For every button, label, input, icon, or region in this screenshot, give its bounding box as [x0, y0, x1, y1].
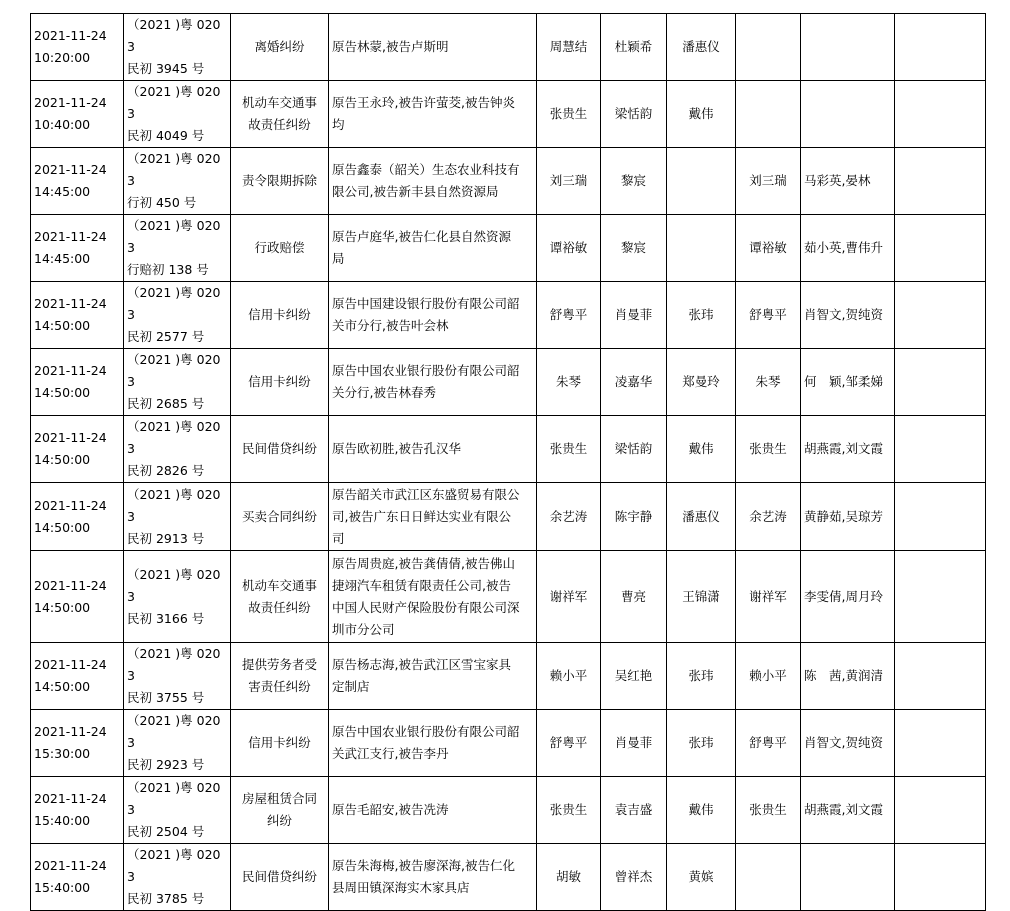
case-number: （2021 )粤 0203 民初 3785 号: [127, 847, 221, 906]
case-number-cell: [124, 215, 231, 282]
hearing-time: 2021-11-24 15:40:00: [34, 791, 107, 828]
case-parties-cell: [329, 282, 537, 349]
collegial-chief: 朱琴: [755, 374, 781, 389]
case-parties-cell: [329, 215, 537, 282]
case-cause: 责令限期拆除: [241, 173, 317, 188]
hearing-time-cell: [31, 844, 124, 911]
case-parties: 原告杨志海,被告武江区雪宝家具 定制店: [332, 657, 511, 694]
people-jurors-cell: [801, 483, 895, 551]
people-jurors: 马彩英,晏林: [804, 173, 871, 188]
collegial-chief-cell: [736, 777, 801, 844]
collegial-chief: 余艺涛: [749, 508, 787, 524]
court-clerk-cell: [667, 215, 736, 282]
hearing-time: 2021-11-24 14:50:00: [34, 430, 107, 467]
court-clerk-cell: [667, 282, 736, 349]
assistant-judge-cell: [601, 416, 667, 483]
case-cause: 离婚纠纷: [254, 39, 305, 54]
presiding-judge-cell: [537, 14, 601, 81]
hearing-time-cell: [31, 416, 124, 483]
hearing-time-cell: [31, 14, 124, 81]
hearing-time-cell: [31, 483, 124, 551]
blank-cell-cell: [895, 643, 986, 710]
blank-cell-cell: [895, 215, 986, 282]
presiding-judge-cell: [537, 643, 601, 710]
collegial-chief: 舒粤平: [749, 307, 787, 322]
hearing-time-cell: [31, 551, 124, 643]
collegial-chief-cell: [736, 81, 801, 148]
case-number-cell: [124, 710, 231, 777]
hearing-time-cell: [31, 777, 124, 844]
case-cause-cell: [231, 551, 329, 643]
presiding-judge-cell: [537, 148, 601, 215]
court-clerk: 潘惠仪: [682, 39, 720, 54]
court-clerk-cell: [667, 710, 736, 777]
case-parties: 原告毛韶安,被告冼涛: [332, 802, 449, 817]
hearing-time-cell: [31, 81, 124, 148]
table-row: [31, 148, 986, 215]
court-clerk: 潘惠仪: [682, 508, 720, 524]
assistant-judge-cell: [601, 643, 667, 710]
table-row: [31, 643, 986, 710]
case-parties: 原告鑫泰（韶关）生态农业科技有 限公司,被告新丰县自然资源局: [332, 162, 520, 199]
assistant-judge: 陈宇静: [614, 508, 653, 524]
people-jurors: 肖智文,贺纯资: [804, 307, 883, 322]
case-cause-cell: [231, 844, 329, 911]
collegial-chief-cell: [736, 483, 801, 551]
table-row: [31, 14, 986, 81]
blank-cell-cell: [895, 777, 986, 844]
collegial-chief-cell: [736, 14, 801, 81]
case-parties: 原告中国农业银行股份有限公司韶 关分行,被告林春秀: [332, 363, 520, 400]
assistant-judge: 梁恬韵: [614, 106, 653, 121]
assistant-judge-cell: [601, 777, 667, 844]
collegial-chief-cell: [736, 710, 801, 777]
assistant-judge: 肖曼菲: [614, 307, 653, 322]
people-jurors-cell: [801, 349, 895, 416]
court-clerk-cell: [667, 844, 736, 911]
case-cause-cell: [231, 710, 329, 777]
collegial-chief: 张贵生: [749, 441, 787, 456]
hearing-time: 2021-11-24 14:45:00: [34, 162, 107, 199]
case-number: （2021 )粤 0203 民初 2577 号: [127, 285, 221, 344]
presiding-judge-cell: [537, 551, 601, 643]
table-row: [31, 282, 986, 349]
presiding-judge: 胡敏: [555, 869, 581, 884]
assistant-judge-cell: [601, 349, 667, 416]
case-cause-cell: [231, 777, 329, 844]
case-cause: 信用卡纠纷: [248, 307, 311, 322]
assistant-judge: 肖曼菲: [614, 735, 653, 750]
case-parties: 原告欧初胜,被告孔汉华: [332, 441, 461, 456]
court-clerk-cell: [667, 551, 736, 643]
collegial-chief-cell: [736, 349, 801, 416]
presiding-judge: 张贵生: [549, 802, 588, 817]
collegial-chief: 张贵生: [749, 802, 787, 817]
people-jurors: 胡燕霞,刘文霞: [804, 441, 883, 456]
blank-cell-cell: [895, 416, 986, 483]
hearing-time-cell: [31, 349, 124, 416]
people-jurors: 肖智文,贺纯资: [804, 735, 883, 750]
case-parties-cell: [329, 349, 537, 416]
court-clerk: 黄嫔: [688, 869, 714, 884]
people-jurors-cell: [801, 777, 895, 844]
case-number: （2021 )粤 0203 民初 3166 号: [127, 566, 221, 626]
assistant-judge-cell: [601, 282, 667, 349]
case-cause-cell: [231, 81, 329, 148]
case-cause: 提供劳务者受 害责任纠纷: [241, 657, 317, 694]
assistant-judge: 杜颖希: [614, 39, 653, 54]
case-number: （2021 )粤 0203 民初 2913 号: [127, 486, 221, 546]
people-jurors-cell: [801, 282, 895, 349]
case-parties-cell: [329, 483, 537, 551]
blank-cell-cell: [895, 148, 986, 215]
case-parties-cell: [329, 643, 537, 710]
collegial-chief-cell: [736, 844, 801, 911]
table-row: [31, 710, 986, 777]
presiding-judge-cell: [537, 777, 601, 844]
presiding-judge-cell: [537, 483, 601, 551]
hearing-time: 2021-11-24 14:50:00: [34, 657, 107, 694]
people-jurors-cell: [801, 416, 895, 483]
hearing-schedule-table: [30, 13, 986, 911]
case-number: （2021 )粤 0203 民初 2826 号: [127, 419, 221, 478]
court-clerk: 张玮: [688, 307, 714, 322]
assistant-judge: 吴红艳: [614, 668, 653, 683]
assistant-judge-cell: [601, 844, 667, 911]
presiding-judge: 朱琴: [555, 374, 581, 389]
hearing-time: 2021-11-24 10:20:00: [34, 28, 107, 65]
presiding-judge: 周慧结: [549, 39, 588, 54]
case-cause-cell: [231, 643, 329, 710]
people-jurors: 何 颖,邹柔娣: [804, 374, 883, 389]
case-number-cell: [124, 14, 231, 81]
case-parties: 原告王永玲,被告许萤茭,被告钟炎 均: [332, 95, 515, 132]
presiding-judge-cell: [537, 81, 601, 148]
collegial-chief: 赖小平: [749, 668, 787, 683]
assistant-judge: 曾祥杰: [614, 869, 653, 884]
blank-cell-cell: [895, 282, 986, 349]
assistant-judge-cell: [601, 551, 667, 643]
people-jurors: 李雯倩,周月玲: [804, 588, 883, 604]
court-clerk: 王锦潇: [682, 588, 720, 604]
case-number-cell: [124, 643, 231, 710]
case-cause: 房屋租赁合同 纠纷: [241, 791, 317, 828]
case-cause: 机动车交通事 故责任纠纷: [241, 95, 317, 132]
case-number-cell: [124, 416, 231, 483]
court-clerk-cell: [667, 81, 736, 148]
collegial-chief-cell: [736, 416, 801, 483]
case-parties-cell: [329, 14, 537, 81]
table-row: [31, 551, 986, 643]
case-cause: 民间借贷纠纷: [241, 441, 317, 456]
court-clerk: 张玮: [688, 735, 714, 750]
case-parties-cell: [329, 81, 537, 148]
people-jurors-cell: [801, 844, 895, 911]
case-number: （2021 )粤 0203 民初 2923 号: [127, 713, 221, 772]
case-cause-cell: [231, 148, 329, 215]
assistant-judge: 梁恬韵: [614, 441, 653, 456]
case-cause-cell: [231, 215, 329, 282]
presiding-judge: 谭裕敏: [549, 240, 588, 255]
hearing-time: 2021-11-24 15:30:00: [34, 724, 107, 761]
presiding-judge: 赖小平: [549, 668, 588, 683]
assistant-judge: 黎宸: [620, 173, 646, 188]
presiding-judge: 余艺涛: [549, 508, 588, 524]
table-row: [31, 81, 986, 148]
presiding-judge: 张贵生: [549, 441, 588, 456]
table-body: [31, 14, 986, 911]
court-clerk-cell: [667, 777, 736, 844]
court-clerk: 戴伟: [688, 106, 714, 121]
case-parties-cell: [329, 416, 537, 483]
case-number: （2021 )粤 0203 民初 3945 号: [127, 17, 221, 76]
case-parties: 原告韶关市武江区东盛贸易有限公 司,被告广东日日鲜达实业有限公 司: [332, 486, 520, 546]
assistant-judge-cell: [601, 483, 667, 551]
blank-cell-cell: [895, 349, 986, 416]
collegial-chief-cell: [736, 215, 801, 282]
blank-cell-cell: [895, 483, 986, 551]
case-number-cell: [124, 777, 231, 844]
case-number-cell: [124, 81, 231, 148]
blank-cell-cell: [895, 551, 986, 643]
hearing-time: 2021-11-24 14:50:00: [34, 296, 107, 333]
hearing-time: 2021-11-24 14:50:00: [34, 497, 107, 535]
collegial-chief: 谭裕敏: [749, 240, 787, 255]
case-parties-cell: [329, 551, 537, 643]
hearing-time: 2021-11-24 14:45:00: [34, 229, 107, 266]
collegial-chief: 刘三瑞: [749, 173, 787, 188]
court-clerk: 戴伟: [688, 441, 714, 456]
people-jurors: 茹小英,曹伟升: [804, 240, 883, 255]
people-jurors: 陈 茜,黄润清: [804, 668, 883, 683]
case-number-cell: [124, 483, 231, 551]
case-cause-cell: [231, 416, 329, 483]
assistant-judge: 袁吉盛: [614, 802, 653, 817]
hearing-time-cell: [31, 215, 124, 282]
hearing-time: 2021-11-24 10:40:00: [34, 95, 107, 132]
table-row: [31, 844, 986, 911]
collegial-chief: 谢祥军: [749, 588, 787, 604]
presiding-judge: 刘三瑞: [549, 173, 588, 188]
case-parties: 原告中国农业银行股份有限公司韶 关武江支行,被告李丹: [332, 724, 520, 761]
collegial-chief-cell: [736, 551, 801, 643]
table-row: [31, 215, 986, 282]
case-parties-cell: [329, 710, 537, 777]
collegial-chief: 舒粤平: [749, 735, 787, 750]
case-cause: 信用卡纠纷: [248, 735, 311, 750]
case-number-cell: [124, 844, 231, 911]
presiding-judge: 舒粤平: [549, 307, 588, 322]
presiding-judge-cell: [537, 282, 601, 349]
case-number-cell: [124, 349, 231, 416]
case-cause-cell: [231, 14, 329, 81]
people-jurors-cell: [801, 551, 895, 643]
blank-cell-cell: [895, 81, 986, 148]
case-parties: 原告卢庭华,被告仁化县自然资源 局: [332, 229, 511, 266]
case-parties-cell: [329, 777, 537, 844]
table-row: [31, 777, 986, 844]
court-clerk: 张玮: [688, 668, 714, 683]
court-clerk: 戴伟: [688, 802, 714, 817]
assistant-judge-cell: [601, 81, 667, 148]
case-parties: 原告林蒙,被告卢斯明: [332, 39, 449, 54]
hearing-time-cell: [31, 643, 124, 710]
presiding-judge: 张贵生: [549, 106, 588, 121]
case-number: （2021 )粤 0203 民初 4049 号: [127, 84, 221, 143]
presiding-judge-cell: [537, 710, 601, 777]
table-row: [31, 416, 986, 483]
hearing-time-cell: [31, 148, 124, 215]
case-number: （2021 )粤 0203 民初 3755 号: [127, 646, 221, 705]
case-cause: 信用卡纠纷: [248, 374, 311, 389]
case-parties: 原告中国建设银行股份有限公司韶 关市分行,被告叶会林: [332, 296, 520, 333]
assistant-judge-cell: [601, 148, 667, 215]
blank-cell-cell: [895, 710, 986, 777]
case-number: （2021 )粤 0203 行初 450 号: [127, 151, 221, 210]
table-row: [31, 349, 986, 416]
case-cause: 买卖合同纠纷: [241, 508, 317, 524]
people-jurors-cell: [801, 643, 895, 710]
people-jurors-cell: [801, 14, 895, 81]
hearing-time: 2021-11-24 14:50:00: [34, 363, 107, 400]
court-clerk: 郑曼玲: [682, 374, 720, 389]
court-clerk-cell: [667, 349, 736, 416]
court-clerk-cell: [667, 483, 736, 551]
case-number-cell: [124, 551, 231, 643]
hearing-time-cell: [31, 282, 124, 349]
people-jurors-cell: [801, 710, 895, 777]
assistant-judge-cell: [601, 710, 667, 777]
case-cause: 机动车交通事 故责任纠纷: [241, 577, 317, 615]
case-parties: 原告朱海梅,被告廖深海,被告仁化 县周田镇深海实木家具店: [332, 858, 515, 895]
assistant-judge: 黎宸: [620, 240, 646, 255]
court-clerk-cell: [667, 14, 736, 81]
people-jurors-cell: [801, 81, 895, 148]
case-parties-cell: [329, 844, 537, 911]
blank-cell-cell: [895, 14, 986, 81]
hearing-time: 2021-11-24 14:50:00: [34, 577, 107, 615]
blank-cell-cell: [895, 844, 986, 911]
case-parties: 原告周贵庭,被告龚倩倩,被告佛山 捷翊汽车租赁有限责任公司,被告 中国人民财产保险股份有限公司深 圳市分公司: [332, 555, 520, 637]
case-number: （2021 )粤 0203 行赔初 138 号: [127, 218, 221, 277]
case-cause-cell: [231, 483, 329, 551]
assistant-judge-cell: [601, 14, 667, 81]
hearing-time: 2021-11-24 15:40:00: [34, 858, 107, 895]
table-row: [31, 483, 986, 551]
presiding-judge-cell: [537, 844, 601, 911]
case-number-cell: [124, 148, 231, 215]
collegial-chief-cell: [736, 282, 801, 349]
people-jurors: 胡燕霞,刘文霞: [804, 802, 883, 817]
case-cause: 民间借贷纠纷: [241, 869, 317, 884]
court-clerk-cell: [667, 643, 736, 710]
hearing-time-cell: [31, 710, 124, 777]
case-number: （2021 )粤 0203 民初 2504 号: [127, 780, 221, 839]
court-clerk-cell: [667, 148, 736, 215]
case-parties-cell: [329, 148, 537, 215]
assistant-judge: 曹亮: [620, 588, 646, 604]
case-cause-cell: [231, 349, 329, 416]
case-number: （2021 )粤 0203 民初 2685 号: [127, 352, 221, 411]
presiding-judge: 舒粤平: [549, 735, 588, 750]
presiding-judge-cell: [537, 416, 601, 483]
people-jurors-cell: [801, 215, 895, 282]
collegial-chief-cell: [736, 148, 801, 215]
case-number-cell: [124, 282, 231, 349]
assistant-judge-cell: [601, 215, 667, 282]
presiding-judge-cell: [537, 349, 601, 416]
court-clerk-cell: [667, 416, 736, 483]
collegial-chief-cell: [736, 643, 801, 710]
presiding-judge: 谢祥军: [549, 588, 588, 604]
presiding-judge-cell: [537, 215, 601, 282]
people-jurors-cell: [801, 148, 895, 215]
case-cause: 行政赔偿: [254, 240, 305, 255]
case-cause-cell: [231, 282, 329, 349]
assistant-judge: 凌嘉华: [614, 374, 653, 389]
people-jurors: 黄静茹,吴琼芳: [804, 508, 883, 524]
